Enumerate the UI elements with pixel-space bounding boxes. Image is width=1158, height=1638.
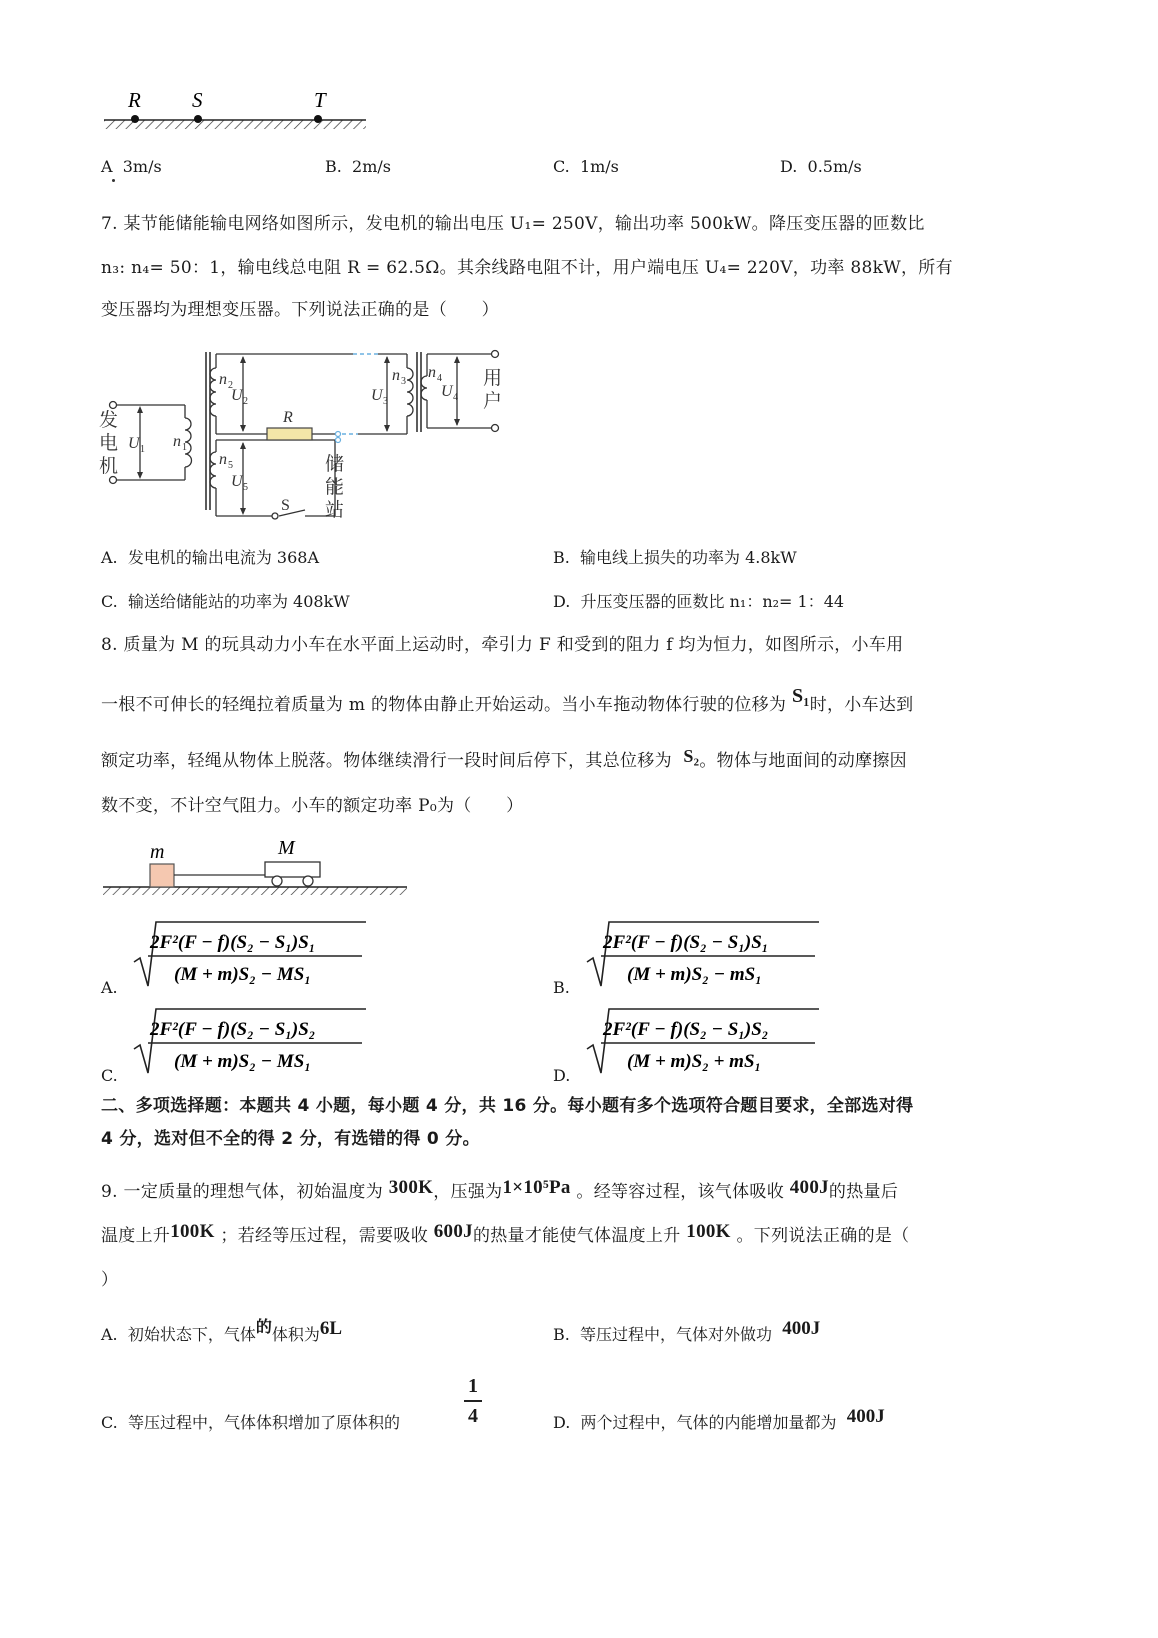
- storage-label-1: 储: [325, 454, 345, 475]
- q8-line-2: 一根不可伸长的轻绳拉着质量为 m 的物体由静止开始运动。当小车拖动物体行驶的位移为 S₁时，小车达到: [101, 685, 914, 715]
- svg-text:(M + m)S₂ − mS₁: (M + m)S₂ − mS₁: [627, 964, 762, 985]
- svg-text:2F²(F − f)(S₂ − S₁)S₂: 2F²(F − f)(S₂ − S₁)S₂: [603, 1019, 769, 1040]
- q8-option-c-letter: C.: [101, 1066, 118, 1085]
- block-m: [150, 864, 174, 887]
- q9-option-a: A. 初始状态下，气体的体积为6L: [101, 1317, 343, 1344]
- label-u1: U: [128, 435, 140, 452]
- label-u2: U: [231, 387, 243, 404]
- wave-ground-figure: [100, 85, 375, 135]
- q9-option-b: B. 等压过程中，气体对外做功 400J: [553, 1318, 821, 1344]
- option-letter: D.: [780, 157, 798, 176]
- svg-text:(M + m)S₂ + mS₁: (M + m)S₂ + mS₁: [627, 1051, 762, 1072]
- q6-option-a: [101, 156, 162, 178]
- q7-option-d: D. 升压变压器的匝数比 n₁：n₂= 1：44: [553, 592, 845, 611]
- section-2-heading-line-2: 4 分，选对但不全的得 2 分，有选错的得 0 分。: [101, 1129, 480, 1149]
- car-m: [265, 862, 320, 877]
- q7-line-2: n₃: n₄= 50：1，输电线总电阻 R = 62.5Ω。其余线路电阻不计，用户端电压 U₄= 220V，功率 88kW，所有: [101, 258, 953, 278]
- label-n1: n: [173, 433, 181, 450]
- q9-option-d: D. 两个过程中，气体的内能增加量都为 400J: [553, 1406, 885, 1432]
- storage-label-2: 能: [325, 477, 345, 498]
- svg-text:2F²(F − f)(S₂ − S₁)S₁: 2F²(F − f)(S₂ − S₁)S₁: [603, 932, 769, 953]
- q9-line-2: 温度上升100K ；若经等压过程，需要吸收 600J的热量才能使气体温度上升 100K 。下列说法正确的是（: [101, 1221, 910, 1246]
- switch-s: [272, 513, 278, 519]
- q8-line-3: 额定功率，轻绳从物体上脱落。物体继续滑行一段时间后停下，其总位移为 S₂。物体与地面间的动摩擦因: [101, 746, 907, 771]
- label-n4: n: [428, 364, 436, 381]
- svg-text:5: 5: [228, 460, 233, 471]
- label-s: S: [281, 497, 290, 514]
- label-n3: n: [392, 367, 400, 384]
- q7-option-a: A. 发电机的输出电流为 368A: [101, 548, 319, 567]
- svg-text:4: 4: [437, 373, 442, 384]
- storage-label-3: 站: [325, 500, 345, 521]
- svg-text:2: 2: [228, 380, 233, 391]
- q8-line-1: 8. 质量为 M 的玩具动力小车在水平面上运动时，牵引力 F 和受到的阻力 f 均为恒力，如图所示，小车用: [101, 635, 904, 655]
- svg-text:2: 2: [243, 396, 248, 407]
- label-n5: n: [219, 451, 227, 468]
- q7-option-b: B. 输电线上损失的功率为 4.8kW: [553, 548, 797, 567]
- section-2-heading-line-1: 二、多项选择题：本题共 4 小题，每小题 4 分，共 16 分。每小题有多个选项符合题目要求，全部选对得: [101, 1096, 914, 1116]
- q9-line-1: 9. 一定质量的理想气体，初始温度为 300K，压强为1×10⁵Pa 。经等容过程，该气体吸收 400J的热量后: [101, 1177, 899, 1202]
- q8-option-a-formula: [130, 918, 370, 990]
- svg-text:1: 1: [140, 444, 145, 455]
- label-m-big: M: [278, 838, 295, 859]
- option-text: 0.5m/s: [807, 157, 862, 176]
- svg-text:5: 5: [243, 482, 248, 493]
- q6-option-d: [780, 156, 862, 178]
- q8-option-d-letter: D.: [553, 1066, 571, 1085]
- q6-option-c: [553, 156, 619, 178]
- svg-text:4: 4: [453, 392, 458, 403]
- option-letter: B.: [325, 157, 342, 176]
- svg-text:2F²(F − f)(S₂ − S₁)S₂: 2F²(F − f)(S₂ − S₁)S₂: [150, 1019, 316, 1040]
- label-m-small: m: [150, 841, 165, 863]
- dot-mark: [112, 179, 115, 182]
- option-text: 1m/s: [579, 157, 619, 176]
- label-u5: U: [231, 473, 243, 490]
- option-letter: A: [101, 157, 113, 176]
- point-r: [131, 115, 139, 123]
- user-label-1: 用: [483, 368, 503, 389]
- q9-option-c-fraction: 1 4: [464, 1374, 482, 1428]
- q6-option-b: [325, 156, 391, 178]
- svg-text:3: 3: [401, 376, 406, 387]
- q8-option-b-letter: B.: [553, 978, 570, 997]
- q7-line-1: 7. 某节能储能输电网络如图所示，发电机的输出电压 U₁= 250V，输出功率 500kW。降压变压器的匝数比: [101, 214, 925, 234]
- car-block-figure: [100, 838, 410, 900]
- gen-label-3: 机: [99, 456, 119, 477]
- q8-option-b-formula: [583, 918, 823, 990]
- svg-text:1: 1: [182, 442, 187, 453]
- q9-line-3: ）: [101, 1270, 119, 1290]
- user-label-2: 户: [483, 391, 503, 412]
- q8-option-d-formula: [583, 1005, 823, 1077]
- point-t: [314, 115, 322, 123]
- option-letter: C.: [553, 157, 570, 176]
- label-u4: U: [441, 383, 453, 400]
- svg-text:3: 3: [383, 396, 388, 407]
- label-s: S: [192, 88, 203, 112]
- q7-line-3: 变压器均为理想变压器。下列说法正确的是（ ）: [101, 300, 499, 320]
- option-text: 2m/s: [352, 157, 391, 176]
- gen-label-2: 电: [99, 433, 119, 454]
- label-n2: n: [219, 371, 227, 388]
- q8-line-4: 数不变，不计空气阻力。小车的额定功率 P₀为（ ）: [101, 796, 524, 816]
- q9-option-c: C. 等压过程中，气体体积增加了原体积的: [101, 1413, 400, 1432]
- q8-option-c-formula: [130, 1005, 370, 1077]
- option-text: 3m/s: [122, 157, 162, 176]
- resistor-r: [267, 428, 312, 440]
- label-t: T: [314, 88, 326, 112]
- point-s: [194, 115, 202, 123]
- svg-text:(M + m)S₂ − MS₁: (M + m)S₂ − MS₁: [174, 964, 311, 985]
- svg-text:2F²(F − f)(S₂ − S₁)S₁: 2F²(F − f)(S₂ − S₁)S₁: [150, 932, 316, 953]
- math-s1: S₁: [791, 685, 810, 707]
- label-r: R: [283, 409, 293, 426]
- gen-label-1: 发: [99, 410, 119, 431]
- math-s2: S₂: [683, 746, 700, 766]
- ground-hatch: [104, 120, 366, 129]
- q7-option-c: C. 输送给储能站的功率为 408kW: [101, 592, 350, 611]
- power-grid-circuit-figure: [95, 340, 515, 525]
- q8-option-a-letter: A.: [101, 978, 118, 997]
- label-r: R: [128, 88, 141, 112]
- label-u3: U: [371, 387, 383, 404]
- svg-text:(M + m)S₂ − MS₁: (M + m)S₂ − MS₁: [174, 1051, 311, 1072]
